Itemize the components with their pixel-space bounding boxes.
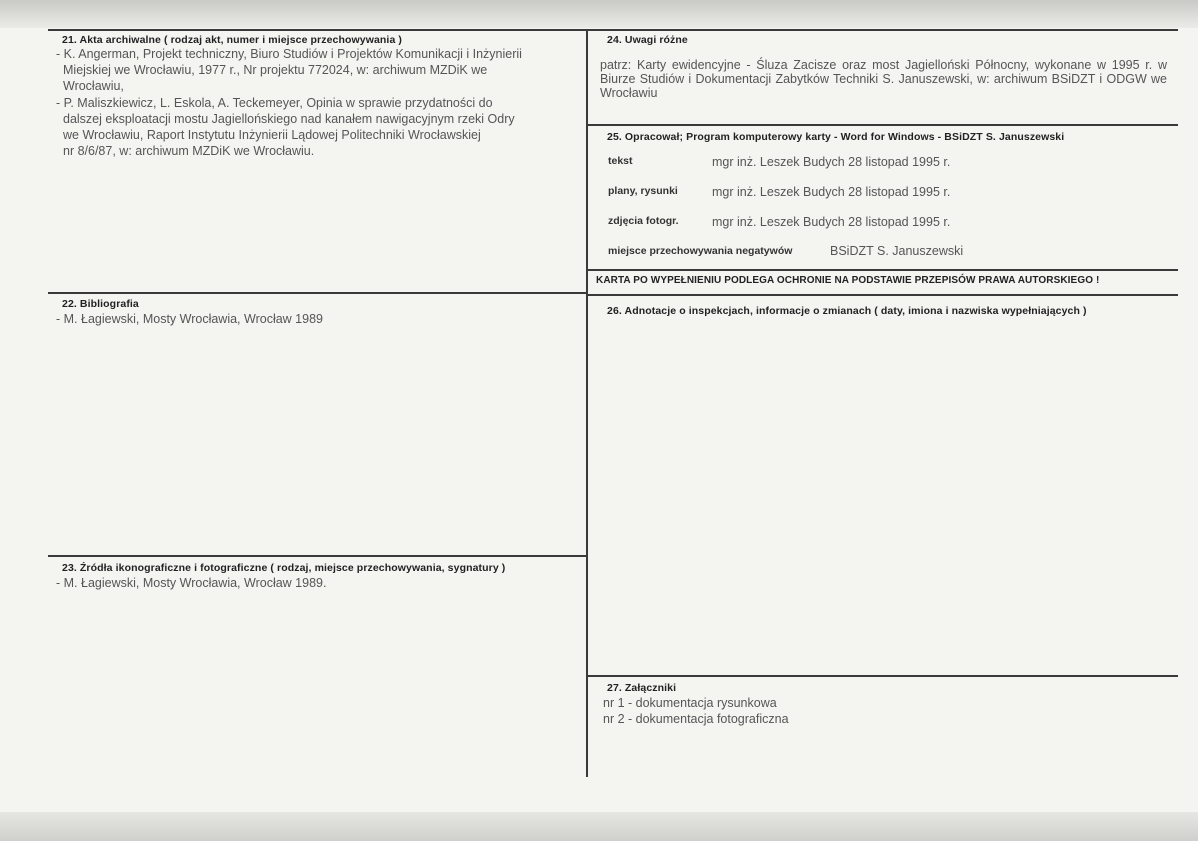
section-21-heading: 21. Akta archiwalne ( rodzaj akt, numer i miejsce przechowywania ) [62, 34, 402, 46]
copyright-notice: KARTA PO WYPEŁNIENIU PODLEGA OCHRONIE NA PODSTAWIE PRZEPISÓW PRAWA AUTORSKIEGO ! [596, 275, 1100, 286]
remarks-text: patrz: Karty ewidencyjne - Śluza Zacisze oraz most Jagielloński Północny, wykonane w 1995 r. w Biurze Studiów i Dokumentacji Zabytków Techniki S. Januszewski, w: archiwum BSiDZT i ODGW we Wrocławiu [600, 58, 1167, 100]
iconographic-entry: - M. Łagiewski, Mosty Wrocławia, Wrocław 1989. [56, 576, 327, 590]
row-label-photos: zdjęcia fotogr. [608, 215, 679, 227]
archival-line: - P. Maliszkiewicz, L. Eskola, A. Teckemeyer, Opinia w sprawie przydatności do [56, 96, 493, 110]
rule-21-22 [48, 292, 586, 294]
section-26-heading: 26. Adnotacje o inspekcjach, informacje o zmianach ( daty, imiona i nazwiska wypełniających ) [607, 305, 1087, 317]
scan-bottom-edge [0, 812, 1198, 841]
negatives-value: BSiDZT S. Januszewski [830, 244, 964, 258]
bibliography-entry: - M. Łagiewski, Mosty Wrocławia, Wrocław 1989 [56, 312, 323, 326]
section-23-heading: 23. Źródła ikonograficzne i fotograficzne ( rodzaj, miejsce przechowywania, sygnatury ) [62, 562, 506, 574]
rule-25-notice [588, 269, 1178, 271]
row-value-plans: mgr inż. Leszek Budych 28 listopad 1995 r. [712, 185, 951, 199]
top-rule [48, 29, 1178, 31]
section-27-heading: 27. Załączniki [607, 682, 677, 694]
archival-line: nr 8/6/87, w: archiwum MZDiK we Wrocławiu. [63, 144, 315, 158]
rule-22-23 [48, 555, 586, 557]
section-22-heading: 22. Bibliografia [62, 298, 139, 310]
archival-line: Miejskiej we Wrocławiu, 1977 r., Nr projektu 772024, w: archiwum MZDiK we [63, 63, 488, 77]
negatives-label: miejsce przechowywania negatywów [608, 245, 793, 257]
row-value-text: mgr inż. Leszek Budych 28 listopad 1995 r. [712, 155, 951, 169]
row-value-photos: mgr inż. Leszek Budych 28 listopad 1995 r. [712, 215, 951, 229]
attachment-item: nr 1 - dokumentacja rysunkowa [603, 696, 777, 710]
rule-24-25 [588, 124, 1178, 126]
rule-26-27 [588, 675, 1178, 677]
section-25-heading: 25. Opracował; Program komputerowy karty - Word for Windows - BSiDZT S. Januszewski [607, 131, 1065, 143]
rule-25-26 [588, 294, 1178, 296]
center-divider [586, 29, 588, 777]
archival-line: we Wrocławiu, Raport Instytutu Inżynierii Lądowej Politechniki Wrocławskiej [63, 128, 481, 142]
archival-line: - K. Angerman, Projekt techniczny, Biuro Studiów i Projektów Komunikacji i Inżynierii [56, 47, 522, 61]
scan-top-edge [0, 0, 1198, 28]
attachment-item: nr 2 - dokumentacja fotograficzna [603, 712, 789, 726]
archival-line: Wrocławiu, [63, 79, 124, 93]
archival-line: dalszej eksploatacji mostu Jagiellońskiego nad kanałem nawigacyjnym rzeki Odry [63, 112, 515, 126]
row-label-text: tekst [608, 155, 633, 167]
section-24-heading: 24. Uwagi różne [607, 34, 688, 46]
row-label-plans: plany, rysunki [608, 185, 678, 197]
